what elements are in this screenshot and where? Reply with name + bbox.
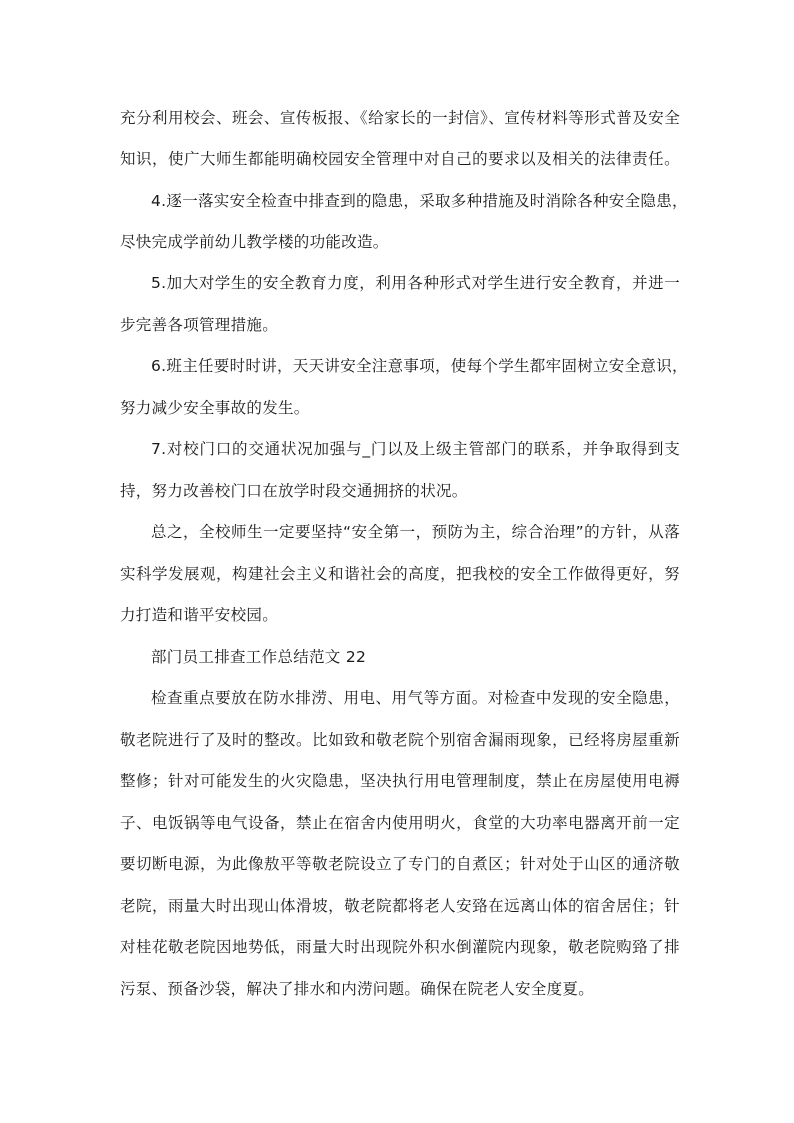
paragraph-line: 整修；针对可能发生的火灾隐患，坚决执行用电管理制度，禁止在房屋使用电褥: [120, 772, 680, 790]
paragraph-line: 要切断电源，为此像敖平等敬老院设立了专门的自煮区；针对处于山区的通济敬: [120, 855, 680, 873]
section-heading: 部门员工排查工作总结范文 22: [151, 648, 367, 666]
paragraph-line: 实科学发展观，构建社会主义和谐社会的高度，把我校的安全工作做得更好，努: [120, 565, 680, 583]
list-item-line: 6.班主任要时时讲，天天讲安全注意事项，使每个学生都牢固树立安全意识，: [151, 357, 688, 375]
paragraph-line: 检查重点要放在防水排涝、用电、用气等方面。对检查中发现的安全隐患，: [151, 689, 680, 707]
paragraph-line: 老院，雨量大时出现山体滑坡，敬老院都将老人安臵在远离山体的宿舍居住；针: [120, 897, 680, 915]
paragraph-line: 力打造和谐平安校园。: [120, 606, 279, 624]
paragraph-line: 对桂花敬老院因地势低，雨量大时出现院外积水倒灌院内现象，敬老院购臵了排: [120, 938, 680, 956]
paragraph-line: 污泵、预备沙袋，解决了排水和内涝问题。确保在院老人安全度夏。: [120, 980, 595, 998]
paragraph-line: 努力减少安全事故的发生。: [120, 399, 310, 417]
list-item-line: 7.对校门口的交通状况加强与_门以及上级主管部门的联系，并争取得到支: [151, 440, 680, 458]
paragraph-line: 持，努力改善校门口在放学时段交通拥挤的状况。: [120, 482, 468, 500]
paragraph-line: 敬老院进行了及时的整改。比如致和敬老院个别宿舍漏雨现象，已经将房屋重新: [120, 731, 680, 749]
paragraph-line: 知识，使广大师生都能明确校园安全管理中对自己的要求以及相关的法律责任。: [120, 150, 680, 168]
paragraph-line: 充分利用校会、班会、宣传板报、《给家长的一封信》、宣传材料等形式普及安全: [120, 109, 680, 127]
paragraph-line: 尽快完成学前幼儿教学楼的功能改造。: [120, 233, 389, 251]
list-item-line: 4.逐一落实安全检查中排查到的隐患，采取多种措施及时消除各种安全隐患，: [151, 192, 688, 210]
paragraph-line: 子、电饭锅等电气设备，禁止在宿舍内使用明火，食堂的大功率电器离开前一定: [120, 814, 680, 832]
paragraph-line: 步完善各项管理措施。: [120, 316, 279, 334]
list-item-line: 5.加大对学生的安全教育力度，利用各种形式对学生进行安全教育，并进一: [151, 274, 680, 292]
paragraph-line: 总之，全校师生一定要坚持“安全第一，预防为主，综合治理”的方针，从落: [151, 523, 680, 541]
